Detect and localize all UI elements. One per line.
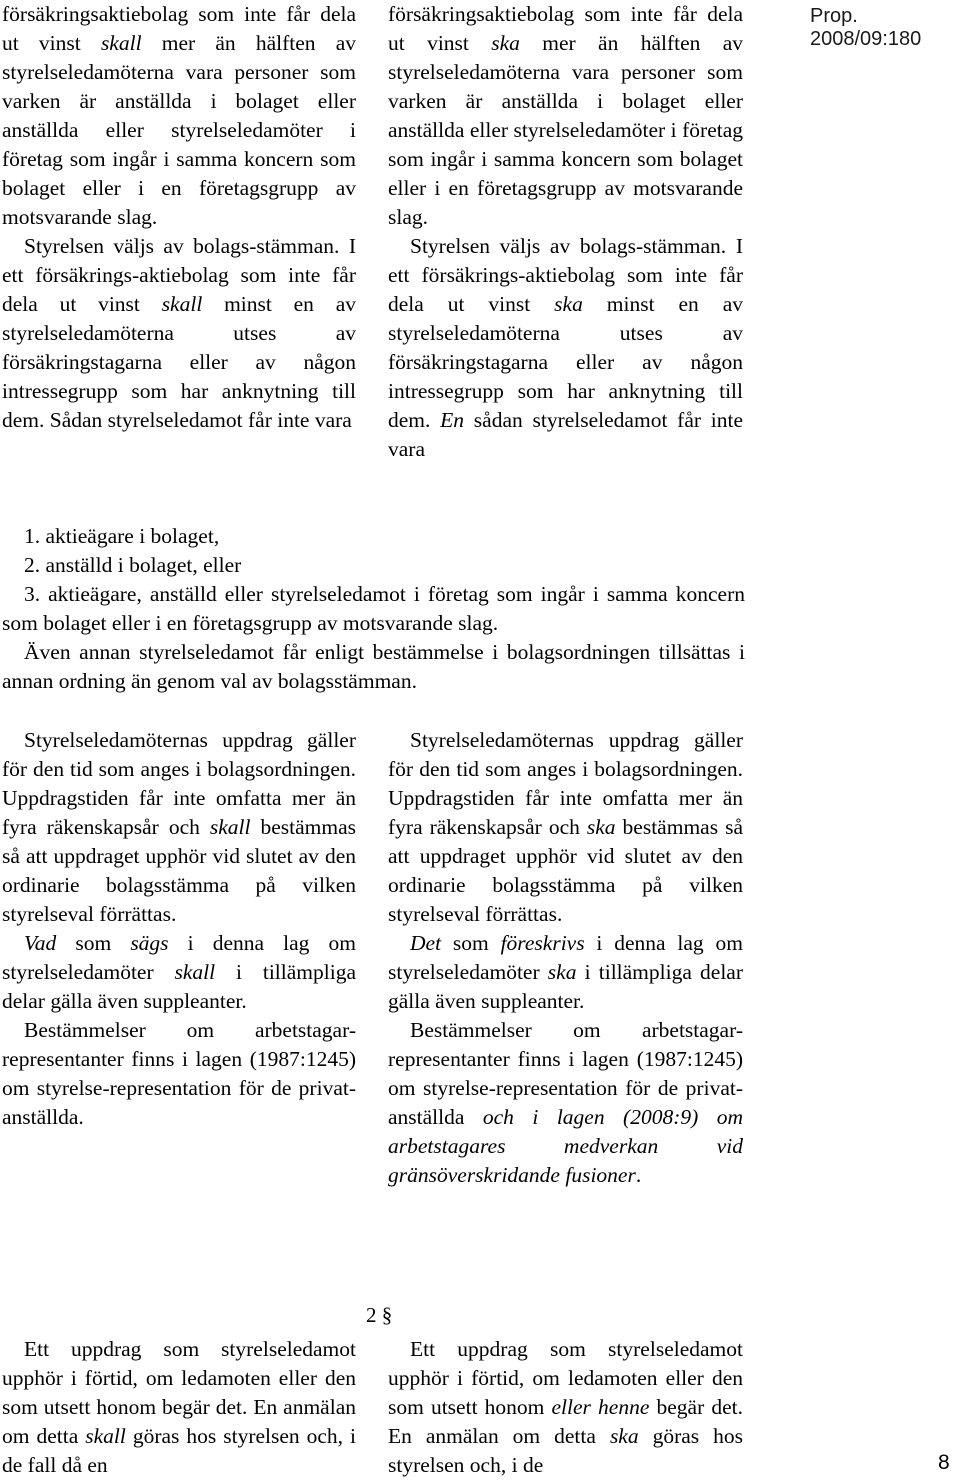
left-paragraph-4: Vad som sägs i denna lag om styrelseledamöter skall i tillämpliga delar gälla även suppleanter. [2, 931, 357, 1013]
right-paragraph-4: Det som föreskrivs i denna lag om styrelseledamöter ska i tillämpliga delar gälla även suppleanter. [388, 931, 744, 1013]
right-column-top [388, 0, 743, 464]
left-paragraph-2: Styrelsen väljs av bolags-stämman. I ett försäkrings-aktiebolag som inte får dela ut vinst skall minst en av styrelseledamöterna utses av försäkringstagarna eller av någon intressegrupp som har anknytning till dem. Sådan styrelseledamot får inte vara [2, 234, 357, 432]
right-paragraph-6: Ett uppdrag som styrelseledamot upphör i förtid, om ledamoten eller den som utsett honom eller henne begär det. En anmälan om detta ska göras hos styrelsen och, i de [388, 1337, 744, 1477]
right-column-bottom [388, 1335, 743, 1480]
right-paragraph-3: Styrelseledamöternas uppdrag gäller för den tid som anges i bolagsordningen. Uppdragstiden får inte omfatta mer än fyra räkenskapsår och ska bestämmas så att uppdraget upphör vid slutet av den ordinarie bolagsstämma på vilken styrelseval förrättas. [388, 728, 743, 926]
left-paragraph-6: Ett uppdrag som styrelseledamot upphör i förtid, om ledamoten eller den som utsett honom begär det. En anmälan om detta skall göras hos styrelsen och, i de fall då en [2, 1337, 357, 1477]
left-column-bottom [2, 1335, 356, 1480]
right-paragraph-2: Styrelsen väljs av bolags-stämman. I ett försäkrings-aktiebolag som inte får dela ut vinst ska minst en av styrelseledamöterna utses av försäkringstagarna eller av någon intressegrupp som har anknytning till dem. En sådan styrelseledamot får inte vara [388, 234, 744, 461]
section-mark: 2 § [366, 1303, 393, 1327]
list-item-2: 2. anställd i bolaget, eller [24, 553, 242, 577]
right-paragraph-1: försäkringsaktiebolag som inte får dela ut vinst ska mer än hälften av styrelseledamöterna vara personer som varken är anställda i bolaget eller anställda eller styrelseledamöter i företag som ingår i samma koncern som bolaget eller i en företagsgrupp av motsvarande slag. [388, 2, 744, 229]
left-column-top [2, 0, 356, 435]
list-item-3: 3. aktieägare, anställd eller styrelseledamot i företag som ingår i samma koncern som bolaget eller i en företagsgrupp av motsvarande slag. [2, 582, 745, 635]
left-paragraph-1: försäkringsaktiebolag som inte får dela ut vinst skall mer än hälften av styrelseledamöterna vara personer som varken är anställda i bolaget eller anställda eller styrelseledamöter i företag som ingår i samma koncern som bolaget eller i en företagsgrupp av motsvarande slag. [2, 2, 357, 229]
left-column-middle [2, 726, 356, 1132]
shared-list [2, 522, 745, 696]
right-paragraph-5: Bestämmelser om arbetstagar-representanter finns i lagen (1987:1245) om styrelse-representation för de privat-anställda och i lagen (2008:9) om arbetstagares medverkan vid gränsöverskridande fusioner. [388, 1018, 744, 1187]
page-number: 8 [938, 1451, 950, 1474]
proposition-reference: Prop. 2008/09:180 [810, 5, 922, 50]
left-paragraph-3: Styrelseledamöternas uppdrag gäller för den tid som anges i bolagsordningen. Uppdragstiden får inte omfatta mer än fyra räkenskapsår och skall bestämmas så att uppdraget upphör vid slutet av den ordinarie bolagsstämma på vilken styrelseval förrättas. [2, 728, 357, 926]
left-paragraph-5: Bestämmelser om arbetstagar-representanter finns i lagen (1987:1245) om styrelse-representation för de privat-anställda. [2, 1018, 356, 1129]
right-column-middle [388, 726, 743, 1190]
list-item-1: 1. aktieägare i bolaget, [24, 524, 220, 548]
shared-paragraph-also: Även annan styrelseledamot får enligt bestämmelse i bolagsordningen tillsättas i annan ordning än genom val av bolagsstämman. [2, 640, 745, 693]
